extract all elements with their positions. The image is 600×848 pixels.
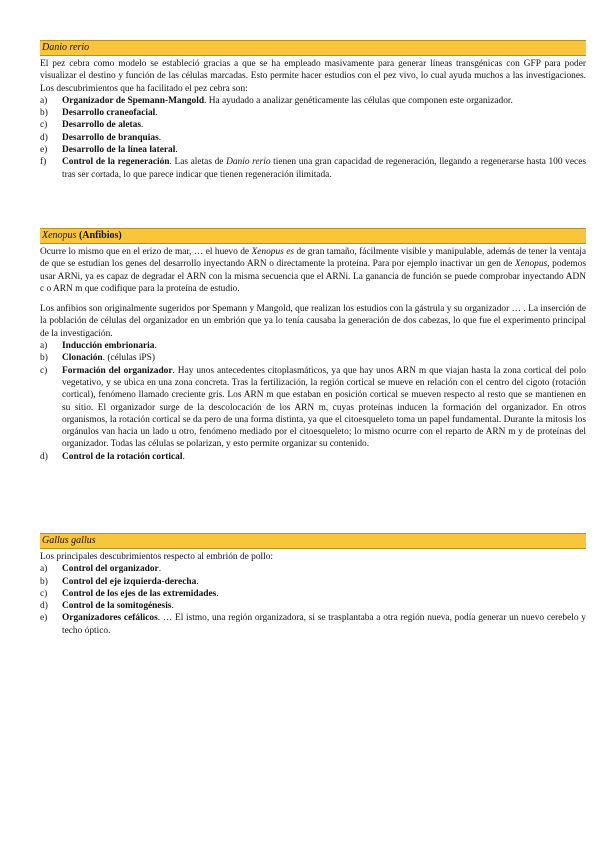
item-title: Desarrollo de la línea lateral (62, 145, 176, 156)
list-item (40, 144, 586, 156)
item-title: Desarrollo de branquias (62, 132, 159, 143)
item-text: . (140, 120, 144, 131)
discoveries-list (40, 95, 586, 181)
item-title: Desarrollo de aletas (62, 120, 141, 131)
item-text: . … El istmo, una región organizadora, si se trasplantaba a otra región nueva, podía generar un nuevo cerebelo y techo óptico. (62, 613, 586, 636)
item-title: Control de la rotación cortical (62, 451, 183, 462)
item-title: Control del organizador (62, 564, 159, 575)
section-danio-rerio (40, 40, 586, 181)
item-title: Control de la somitogénesis (62, 601, 172, 612)
intro-text: Ocurre lo mismo que en el erizo de mar, … el huevo de (40, 247, 252, 257)
item-title: Formación del organizador (62, 365, 173, 376)
item-text: . (196, 576, 199, 587)
list-marker: c) (40, 365, 48, 376)
list-marker: b) (40, 353, 48, 364)
list-item (40, 600, 586, 612)
list-item (40, 95, 586, 107)
list-marker: d) (40, 451, 48, 462)
item-title: Organizadores cefálicos (62, 613, 158, 624)
section-xenopus (40, 228, 586, 463)
list-item (40, 563, 586, 575)
intro-paragraph (40, 246, 586, 295)
header-italic: Xenopus (42, 230, 77, 241)
intro-text: , podemos usar ARNi, ya es capaz de degradar el ARN con la misma secuencia que el ARNi. La ganancia de función se puede comprobar inyectando ADN c o ARN m que codifique para la proteína de estudio. (40, 259, 586, 294)
item-text: . Hay unos antecedentes citoplasmáticos, ya que hay unos ARN m que viajan hasta la zona cortical del polo vegetativo, y se ubica en una zona concreta. Tras la fertilización, la región cortical se mueve en relación con el centro del cigoto (rotación cortical), fenómeno llamado creciente gris. Los ARN m que estaban en posición cortical se mueven respecto al resto que se mantienen en su sitio. El organizador surge de la descolocación de los ARN m, cuyas proteínas inducen la formación del organizador. En otros organismos, la rotación cortical se da pero de una forma distinta, ya que el citoesqueleto toma un papel fundamental. Durante la mitosis los orgánulos van hacia un lado u otro, fenómeno mediado por el citoesqueleto; lo mismo ocurre con el reparto de ARN m y de proteínas del organizador. Todas las células se polarizan, y esto permite organizar su contenido. (62, 365, 586, 450)
item-title: Organizador de Spemann-Mangold (62, 95, 205, 106)
list-item (40, 365, 586, 451)
item-text-cont: tienen una gran capacidad de regeneración, llegando a regenerarse hasta 100 veces tras ser cortada, lo que parece indicar que tienen regeneración ilimitada. (62, 157, 587, 180)
item-text: . (células iPS) (102, 353, 155, 364)
item-title: Desarrollo craneofacial (62, 108, 156, 119)
list-item (40, 588, 586, 600)
list-marker: a) (40, 564, 48, 575)
list-item (40, 612, 586, 637)
list-marker: c) (40, 588, 48, 599)
list-marker: e) (40, 613, 48, 624)
item-title: Control de la regeneración (62, 157, 170, 168)
intro-text: de gran tamaño, fácilmente visible y manipulable, además de tener la ventaja de que se estudian los genes del desarrollo inyectando ARN o directamente la proteína. Para por ejemplo inactivar un gen de (40, 247, 586, 270)
intro-species: Xenopus es (251, 247, 295, 257)
item-text: . (158, 132, 162, 143)
list-marker: a) (40, 341, 48, 352)
list-marker: c) (40, 120, 48, 131)
list-item (40, 132, 586, 144)
list-marker: f) (40, 157, 47, 168)
list-item (40, 119, 586, 131)
header-italic: Gallus gallus (42, 535, 96, 546)
list-item (40, 576, 586, 588)
list-marker: d) (40, 601, 48, 612)
item-text: . Ha ayudado a analizar genéticamente las células que componen este organizador. (204, 95, 513, 106)
item-title: Control del eje izquierda-derecha (62, 576, 197, 587)
list-marker: d) (40, 132, 48, 143)
item-text: . (154, 341, 157, 352)
list-marker: e) (40, 145, 48, 156)
item-text: . Las aletas de (169, 157, 227, 168)
section-gallus-gallus (40, 533, 586, 637)
header-rest: (Anfibios) (76, 230, 122, 241)
list-item (40, 107, 586, 119)
discoveries-list (40, 563, 586, 637)
list-item (40, 352, 586, 364)
section-header (40, 533, 586, 549)
item-text: . (216, 588, 219, 599)
list-marker: b) (40, 108, 48, 119)
item-text: . (171, 601, 174, 612)
list-marker: a) (40, 95, 48, 106)
list-item (40, 340, 586, 352)
item-text: . (175, 145, 178, 156)
item-title: Clonación (62, 353, 103, 364)
list-marker: b) (40, 576, 48, 587)
section-header (40, 228, 586, 244)
section-header (40, 40, 586, 56)
list-item (40, 451, 586, 463)
header-italic: Danio rerio (42, 42, 90, 53)
discoveries-list (40, 340, 586, 463)
item-species: Danio rerio (226, 157, 271, 168)
item-text: . (182, 451, 185, 462)
item-title: Control de los ejes de las extremidades (62, 588, 217, 599)
item-text: . (158, 564, 162, 575)
intro-paragraph: Los anfibios son originalmente sugeridos por Spemann y Mangold, que realizan los estudios con la gástrula y su organizador … . La inserción de la población de células del organizador en un embrión que ya lo tenía causaba la generación de dos cabezas, lo que fue el experimento principal de la investigación. (40, 304, 586, 339)
intro-paragraph: El pez cebra como modelo se estableció gracias a que se ha empleado masivamente para generar líneas transgénicas con GFP para poder visualizar el destino y función de las células marcadas. Esto permite hacer estudios con el pez vivo, lo cual ayuda muchos a las investigaciones. Los descubrimientos que ha facilitado el pez cebra son: (40, 59, 586, 94)
intro-paragraph: Los principales descubrimientos respecto al embrión de pollo: (40, 552, 274, 562)
list-item (40, 156, 586, 181)
item-text: . (155, 108, 158, 119)
item-title: Inducción embrionaria (62, 341, 155, 352)
intro-species: Xenopus (514, 259, 548, 270)
